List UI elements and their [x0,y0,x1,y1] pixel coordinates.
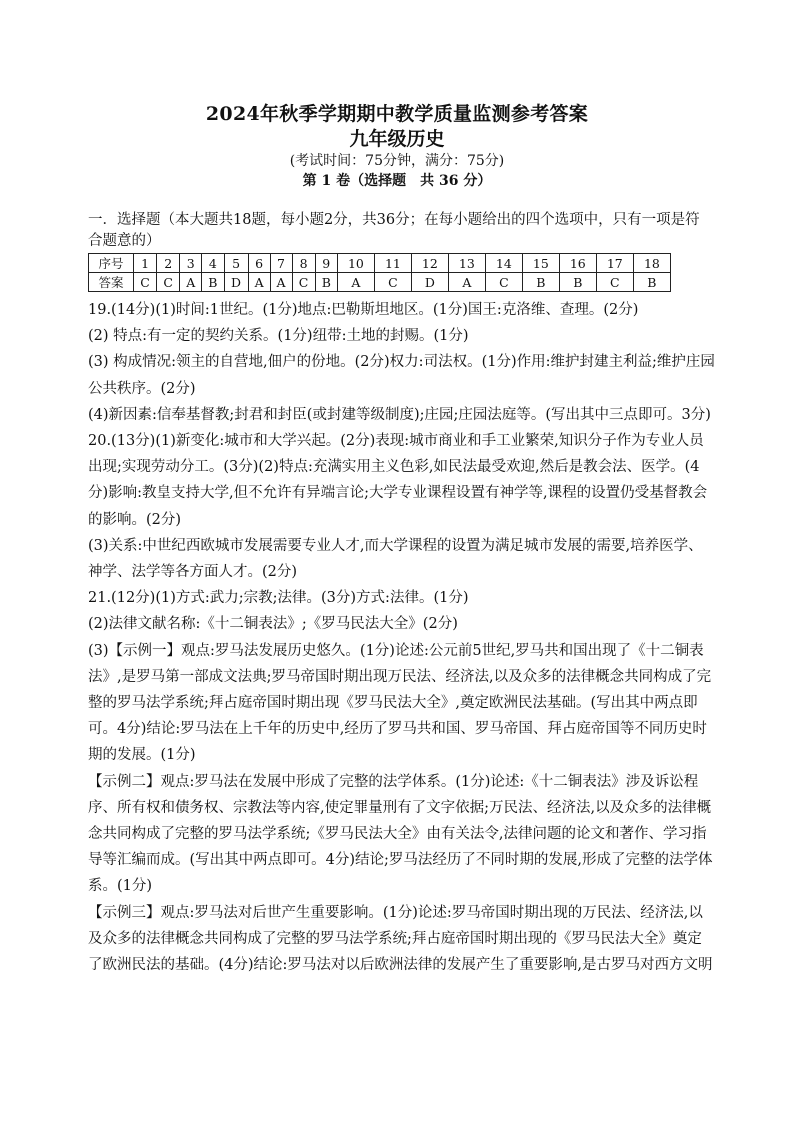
row-label-answer: 答案 [89,273,134,292]
answer-paragraph: (2)法律文献名称:《十二铜表法》;《罗马民法大全》(2分) [88,616,458,633]
answer-cell: D [224,273,248,292]
row-label-number: 序号 [89,254,134,273]
answer-paragraph: (4)新因素:信奉基督教;封君和封臣(或封建等级制度);庄园;庄园法庭等。(写出其中三点即可。3分) [88,406,711,423]
answer-cell: B [633,273,670,292]
answer-paragraph-q20: 20.(13分)(1)新变化:城市和大学兴起。(2分)表现:城市商业和手工业繁荣,知识分子作为专业人员出现;实现劳动分工。(3分)(2)特点:充满实用主义色彩,如民法最受欢迎,然后是教会法、医学。(4分)影响:教皇支持大学,但不允许有异端言论;大学专业课程设置有神学等,课程的设置仍受基督教会的影响。(2分) [88,433,708,528]
answer-paragraph: 【示例三】观点:罗马法对后世产生重要影响。(1分)论述:罗马帝国时期出现的万民法、经济法,以及众多的法律概念共同构成了完整的罗马法学系统;拜占庭帝国时期出现的《罗马民法大全》奠定了欧洲民法的基础。(4分)结论:罗马法对以后欧洲法律的发展产生了重要影响,是古罗马对西方文明 [88,904,713,974]
answer-table [88,253,671,292]
answer-cell: C [292,273,315,292]
question-number: 10 [337,254,374,273]
question-number: 15 [522,254,559,273]
answer-paragraph: (3)【示例一】观点:罗马法发展历史悠久。(1分)论述:公元前5世纪,罗马共和国出现了《十二铜表法》,是罗马第一部成文法典;罗马帝国时期出现万民法、经济法,以及众多的法律概念共同构成了完整的罗马法学系统;拜占庭帝国时期出现《罗马民法大全》,奠定欧洲民法基础。(写出其中两点即可。4分)结论:罗马法在上千年的历史中,经历了罗马共和国、罗马帝国、拜占庭帝国等不同历史时期的发展。(1分) [88,642,712,764]
answer-paragraph: 【示例二】观点:罗马法在发展中形成了完整的法学体系。(1分)论述:《十二铜表法》涉及诉讼程序、所有权和债务权、宗教法等内容,使定罪量刑有了文字依据;万民法、经济法,以及众多的法律概念共同构成了完整的罗马法学系统;《罗马民法大全》由有关法令,法律问题的论文和著作、学习指导等汇编而成。(写出其中两点即可。4分)结论;罗马法经历了不同时期的发展,形成了完整的法学体系。(1分) [88,773,713,895]
question-number: 12 [411,254,448,273]
section-intro: 一．选择题（本大题共18题，每小题2分，共36分；在每小题给出的四个选项中，只有一项是符合题意的） [88,212,700,249]
answer-paragraph: (2) 特点:有一定的契约关系。(1分)纽带:土地的封赐。(1分) [88,328,469,345]
answer-cell: C [157,273,180,292]
question-number: 1 [134,254,157,273]
answer-cell: A [248,273,270,292]
page-title: 2024年秋季学期期中教学质量监测参考答案 [205,103,589,125]
table-row-answers [89,273,671,292]
answer-cell: B [559,273,596,292]
question-number: 2 [157,254,180,273]
answer-cell: C [374,273,411,292]
answer-cell: C [485,273,522,292]
question-number: 16 [559,254,596,273]
question-number: 3 [180,254,202,273]
answer-cell: A [180,273,202,292]
answer-paragraph-q19: 19.(14分)(1)时间:1世纪。(1分)地点:巴勒斯坦地区。(1分)国王:克洛维、查理。(2分) [88,302,639,318]
answer-cell: A [337,273,374,292]
subject-title: 九年级历史 [349,128,445,150]
answer-cell: A [448,273,485,292]
answer-cell: A [270,273,292,292]
answer-paragraph: (3)关系:中世纪西欧城市发展需要专业人才,而大学课程的设置为满足城市发展的需要,培养医学、神学、法学等各方面人才。(2分) [88,537,703,581]
question-number: 9 [315,254,337,273]
answer-cell: C [596,273,633,292]
exam-info: (考试时间：75分钟，满分：75分) [289,153,505,169]
question-number: 18 [633,254,670,273]
question-number: 13 [448,254,485,273]
answer-paragraph: (3) 构成情况:领主的自营地,佃户的份地。(2分)权力:司法权。(1分)作用:维护封建主利益;维护庄园公共秩序。(2分) [88,354,715,397]
answer-cell: D [411,273,448,292]
answer-cell: C [134,273,157,292]
answer-body [88,297,716,978]
question-number: 4 [202,254,224,273]
question-number: 8 [292,254,315,273]
table-row-numbers [89,254,671,273]
question-number: 5 [224,254,248,273]
answer-paragraph-q21: 21.(12分)(1)方式:武力;宗教;法律。(3分)方式:法律。(1分) [88,590,469,607]
question-number: 17 [596,254,633,273]
volume-heading: 第 1 卷（选择题 共 36 分） [302,173,492,189]
question-number: 11 [374,254,411,273]
question-number: 14 [485,254,522,273]
question-number: 7 [270,254,292,273]
answer-cell: B [315,273,337,292]
question-number: 6 [248,254,270,273]
answer-cell: B [522,273,559,292]
answer-cell: B [202,273,224,292]
